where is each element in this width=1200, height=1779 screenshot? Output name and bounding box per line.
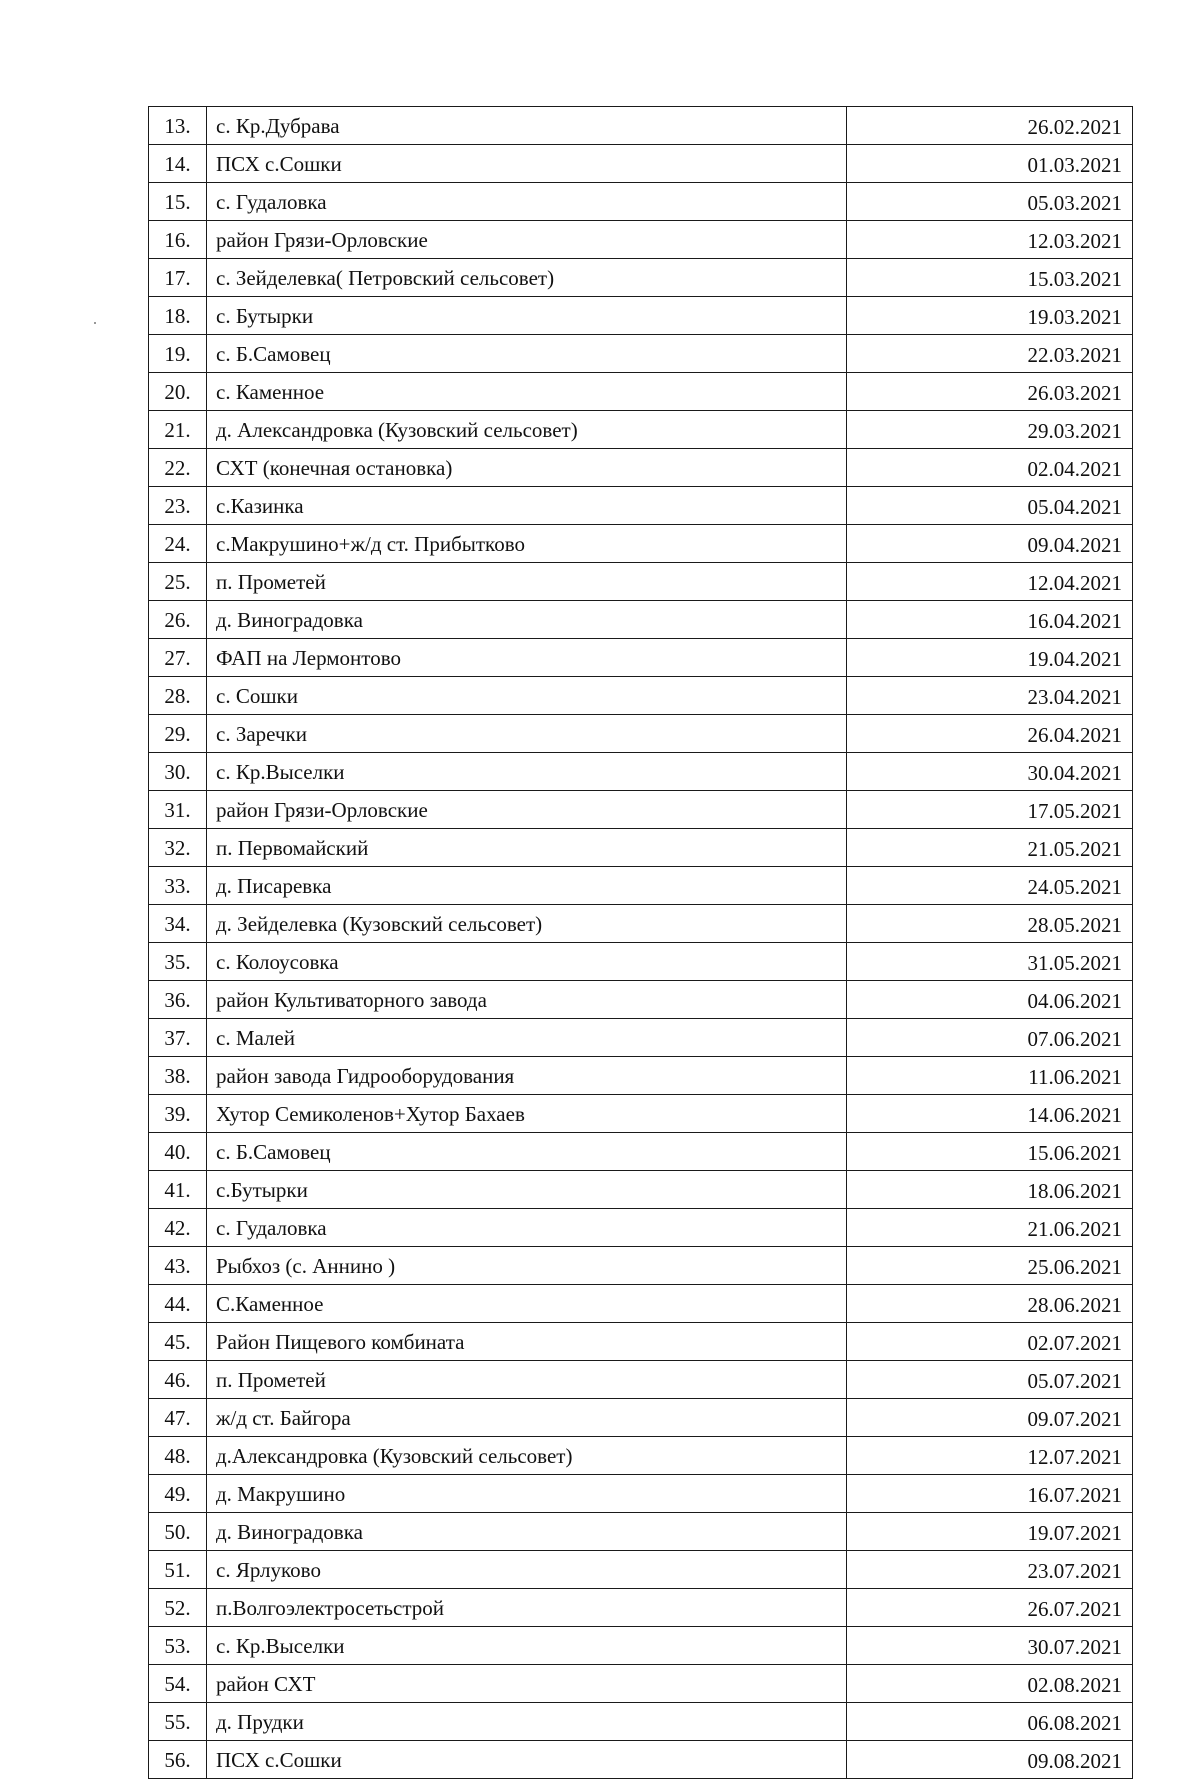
date-cell: 19.07.2021 xyxy=(847,1513,1133,1551)
date-cell: 02.08.2021 xyxy=(847,1665,1133,1703)
table-row xyxy=(149,1399,1133,1437)
table-row xyxy=(149,1551,1133,1589)
location-cell: с. Заречки xyxy=(207,715,847,753)
location-cell: с. Гудаловка xyxy=(207,183,847,221)
table-row xyxy=(149,677,1133,715)
location-cell: с. Бутырки xyxy=(207,297,847,335)
row-number-cell: 18. xyxy=(149,297,207,335)
row-number-cell: 27. xyxy=(149,639,207,677)
row-number-cell: 16. xyxy=(149,221,207,259)
date-cell: 18.06.2021 xyxy=(847,1171,1133,1209)
table-row xyxy=(149,1741,1133,1779)
location-cell: п.Волгоэлектросетьстрой xyxy=(207,1589,847,1627)
date-cell: 23.04.2021 xyxy=(847,677,1133,715)
date-cell: 01.03.2021 xyxy=(847,145,1133,183)
table-row xyxy=(149,1703,1133,1741)
table-row xyxy=(149,1057,1133,1095)
table-row xyxy=(149,867,1133,905)
row-number-cell: 23. xyxy=(149,487,207,525)
location-cell: район СХТ xyxy=(207,1665,847,1703)
date-cell: 19.04.2021 xyxy=(847,639,1133,677)
location-cell: С.Каменное xyxy=(207,1285,847,1323)
location-cell: д.Александровка (Кузовский сельсовет) xyxy=(207,1437,847,1475)
date-cell: 19.03.2021 xyxy=(847,297,1133,335)
location-cell: ж/д ст. Байгора xyxy=(207,1399,847,1437)
row-number-cell: 53. xyxy=(149,1627,207,1665)
row-number-cell: 44. xyxy=(149,1285,207,1323)
scan-mark xyxy=(94,322,96,324)
table-row xyxy=(149,221,1133,259)
location-cell: д. Зейделевка (Кузовский сельсовет) xyxy=(207,905,847,943)
location-cell: с.Бутырки xyxy=(207,1171,847,1209)
row-number-cell: 31. xyxy=(149,791,207,829)
location-cell: ПСХ с.Сошки xyxy=(207,145,847,183)
table-row xyxy=(149,905,1133,943)
location-cell: с. Колоусовка xyxy=(207,943,847,981)
row-number-cell: 14. xyxy=(149,145,207,183)
table-row xyxy=(149,1247,1133,1285)
row-number-cell: 52. xyxy=(149,1589,207,1627)
row-number-cell: 43. xyxy=(149,1247,207,1285)
location-cell: с.Казинка xyxy=(207,487,847,525)
location-cell: район Грязи-Орловские xyxy=(207,791,847,829)
location-cell: с. Кр.Дубрава xyxy=(207,107,847,145)
table-row xyxy=(149,1171,1133,1209)
location-cell: с. Гудаловка xyxy=(207,1209,847,1247)
table-row xyxy=(149,1475,1133,1513)
row-number-cell: 20. xyxy=(149,373,207,411)
date-cell: 14.06.2021 xyxy=(847,1095,1133,1133)
date-cell: 05.07.2021 xyxy=(847,1361,1133,1399)
location-cell: п. Первомайский xyxy=(207,829,847,867)
row-number-cell: 34. xyxy=(149,905,207,943)
date-cell: 24.05.2021 xyxy=(847,867,1133,905)
location-cell: СХТ (конечная остановка) xyxy=(207,449,847,487)
table-row xyxy=(149,1361,1133,1399)
location-cell: с. Б.Самовец xyxy=(207,335,847,373)
row-number-cell: 26. xyxy=(149,601,207,639)
date-cell: 16.04.2021 xyxy=(847,601,1133,639)
table-row xyxy=(149,1627,1133,1665)
row-number-cell: 45. xyxy=(149,1323,207,1361)
row-number-cell: 36. xyxy=(149,981,207,1019)
row-number-cell: 35. xyxy=(149,943,207,981)
location-cell: ФАП на Лермонтово xyxy=(207,639,847,677)
date-cell: 25.06.2021 xyxy=(847,1247,1133,1285)
table-row xyxy=(149,1133,1133,1171)
date-cell: 22.03.2021 xyxy=(847,335,1133,373)
table-row xyxy=(149,335,1133,373)
location-cell: д. Макрушино xyxy=(207,1475,847,1513)
row-number-cell: 33. xyxy=(149,867,207,905)
location-cell: с. Кр.Выселки xyxy=(207,753,847,791)
location-cell: д. Писаревка xyxy=(207,867,847,905)
location-cell: район завода Гидрооборудования xyxy=(207,1057,847,1095)
location-cell: д. Александровка (Кузовский сельсовет) xyxy=(207,411,847,449)
row-number-cell: 32. xyxy=(149,829,207,867)
table-row xyxy=(149,411,1133,449)
date-cell: 07.06.2021 xyxy=(847,1019,1133,1057)
row-number-cell: 47. xyxy=(149,1399,207,1437)
table-row xyxy=(149,1589,1133,1627)
location-cell: с. Б.Самовец xyxy=(207,1133,847,1171)
date-cell: 30.07.2021 xyxy=(847,1627,1133,1665)
row-number-cell: 13. xyxy=(149,107,207,145)
table-row xyxy=(149,373,1133,411)
table-row xyxy=(149,183,1133,221)
table-row xyxy=(149,449,1133,487)
table-row xyxy=(149,145,1133,183)
schedule-table-body xyxy=(149,107,1133,1779)
table-row xyxy=(149,1019,1133,1057)
location-cell: с. Кр.Выселки xyxy=(207,1627,847,1665)
row-number-cell: 40. xyxy=(149,1133,207,1171)
table-row xyxy=(149,829,1133,867)
table-row xyxy=(149,1323,1133,1361)
date-cell: 12.04.2021 xyxy=(847,563,1133,601)
date-cell: 28.05.2021 xyxy=(847,905,1133,943)
table-row xyxy=(149,259,1133,297)
date-cell: 15.06.2021 xyxy=(847,1133,1133,1171)
location-cell: район Грязи-Орловские xyxy=(207,221,847,259)
location-cell: п. Прометей xyxy=(207,1361,847,1399)
date-cell: 09.07.2021 xyxy=(847,1399,1133,1437)
table-row xyxy=(149,943,1133,981)
table-row xyxy=(149,107,1133,145)
location-cell: д. Виноградовка xyxy=(207,1513,847,1551)
date-cell: 26.07.2021 xyxy=(847,1589,1133,1627)
table-row xyxy=(149,525,1133,563)
row-number-cell: 24. xyxy=(149,525,207,563)
date-cell: 12.07.2021 xyxy=(847,1437,1133,1475)
row-number-cell: 55. xyxy=(149,1703,207,1741)
row-number-cell: 39. xyxy=(149,1095,207,1133)
schedule-table xyxy=(148,106,1133,1779)
date-cell: 15.03.2021 xyxy=(847,259,1133,297)
date-cell: 30.04.2021 xyxy=(847,753,1133,791)
date-cell: 04.06.2021 xyxy=(847,981,1133,1019)
table-row xyxy=(149,297,1133,335)
date-cell: 05.04.2021 xyxy=(847,487,1133,525)
location-cell: с. Зейделевка( Петровский сельсовет) xyxy=(207,259,847,297)
row-number-cell: 56. xyxy=(149,1741,207,1779)
row-number-cell: 50. xyxy=(149,1513,207,1551)
row-number-cell: 51. xyxy=(149,1551,207,1589)
row-number-cell: 30. xyxy=(149,753,207,791)
date-cell: 05.03.2021 xyxy=(847,183,1133,221)
date-cell: 21.06.2021 xyxy=(847,1209,1133,1247)
table-row xyxy=(149,1095,1133,1133)
table-row xyxy=(149,1209,1133,1247)
location-cell: ПСХ с.Сошки xyxy=(207,1741,847,1779)
row-number-cell: 49. xyxy=(149,1475,207,1513)
table-row xyxy=(149,981,1133,1019)
location-cell: д. Виноградовка xyxy=(207,601,847,639)
row-number-cell: 25. xyxy=(149,563,207,601)
location-cell: Хутор Семиколенов+Хутор Бахаев xyxy=(207,1095,847,1133)
date-cell: 09.04.2021 xyxy=(847,525,1133,563)
table-row xyxy=(149,563,1133,601)
row-number-cell: 19. xyxy=(149,335,207,373)
location-cell: с. Сошки xyxy=(207,677,847,715)
row-number-cell: 21. xyxy=(149,411,207,449)
location-cell: Район Пищевого комбината xyxy=(207,1323,847,1361)
table-row xyxy=(149,1437,1133,1475)
date-cell: 02.07.2021 xyxy=(847,1323,1133,1361)
date-cell: 26.04.2021 xyxy=(847,715,1133,753)
date-cell: 06.08.2021 xyxy=(847,1703,1133,1741)
table-row xyxy=(149,601,1133,639)
row-number-cell: 42. xyxy=(149,1209,207,1247)
row-number-cell: 37. xyxy=(149,1019,207,1057)
date-cell: 23.07.2021 xyxy=(847,1551,1133,1589)
date-cell: 26.03.2021 xyxy=(847,373,1133,411)
location-cell: с.Макрушино+ж/д ст. Прибытково xyxy=(207,525,847,563)
location-cell: с. Ярлуково xyxy=(207,1551,847,1589)
row-number-cell: 15. xyxy=(149,183,207,221)
row-number-cell: 17. xyxy=(149,259,207,297)
date-cell: 26.02.2021 xyxy=(847,107,1133,145)
date-cell: 16.07.2021 xyxy=(847,1475,1133,1513)
date-cell: 31.05.2021 xyxy=(847,943,1133,981)
row-number-cell: 41. xyxy=(149,1171,207,1209)
row-number-cell: 29. xyxy=(149,715,207,753)
date-cell: 21.05.2021 xyxy=(847,829,1133,867)
row-number-cell: 22. xyxy=(149,449,207,487)
table-row xyxy=(149,715,1133,753)
table-row xyxy=(149,791,1133,829)
table-row xyxy=(149,1513,1133,1551)
row-number-cell: 28. xyxy=(149,677,207,715)
location-cell: Рыбхоз (с. Аннино ) xyxy=(207,1247,847,1285)
table-row xyxy=(149,753,1133,791)
location-cell: район Культиваторного завода xyxy=(207,981,847,1019)
location-cell: с. Каменное xyxy=(207,373,847,411)
date-cell: 29.03.2021 xyxy=(847,411,1133,449)
location-cell: п. Прометей xyxy=(207,563,847,601)
row-number-cell: 54. xyxy=(149,1665,207,1703)
date-cell: 17.05.2021 xyxy=(847,791,1133,829)
location-cell: д. Прудки xyxy=(207,1703,847,1741)
table-row xyxy=(149,639,1133,677)
table-row xyxy=(149,487,1133,525)
date-cell: 12.03.2021 xyxy=(847,221,1133,259)
location-cell: с. Малей xyxy=(207,1019,847,1057)
date-cell: 02.04.2021 xyxy=(847,449,1133,487)
row-number-cell: 38. xyxy=(149,1057,207,1095)
date-cell: 09.08.2021 xyxy=(847,1741,1133,1779)
row-number-cell: 48. xyxy=(149,1437,207,1475)
date-cell: 11.06.2021 xyxy=(847,1057,1133,1095)
table-row xyxy=(149,1285,1133,1323)
date-cell: 28.06.2021 xyxy=(847,1285,1133,1323)
row-number-cell: 46. xyxy=(149,1361,207,1399)
